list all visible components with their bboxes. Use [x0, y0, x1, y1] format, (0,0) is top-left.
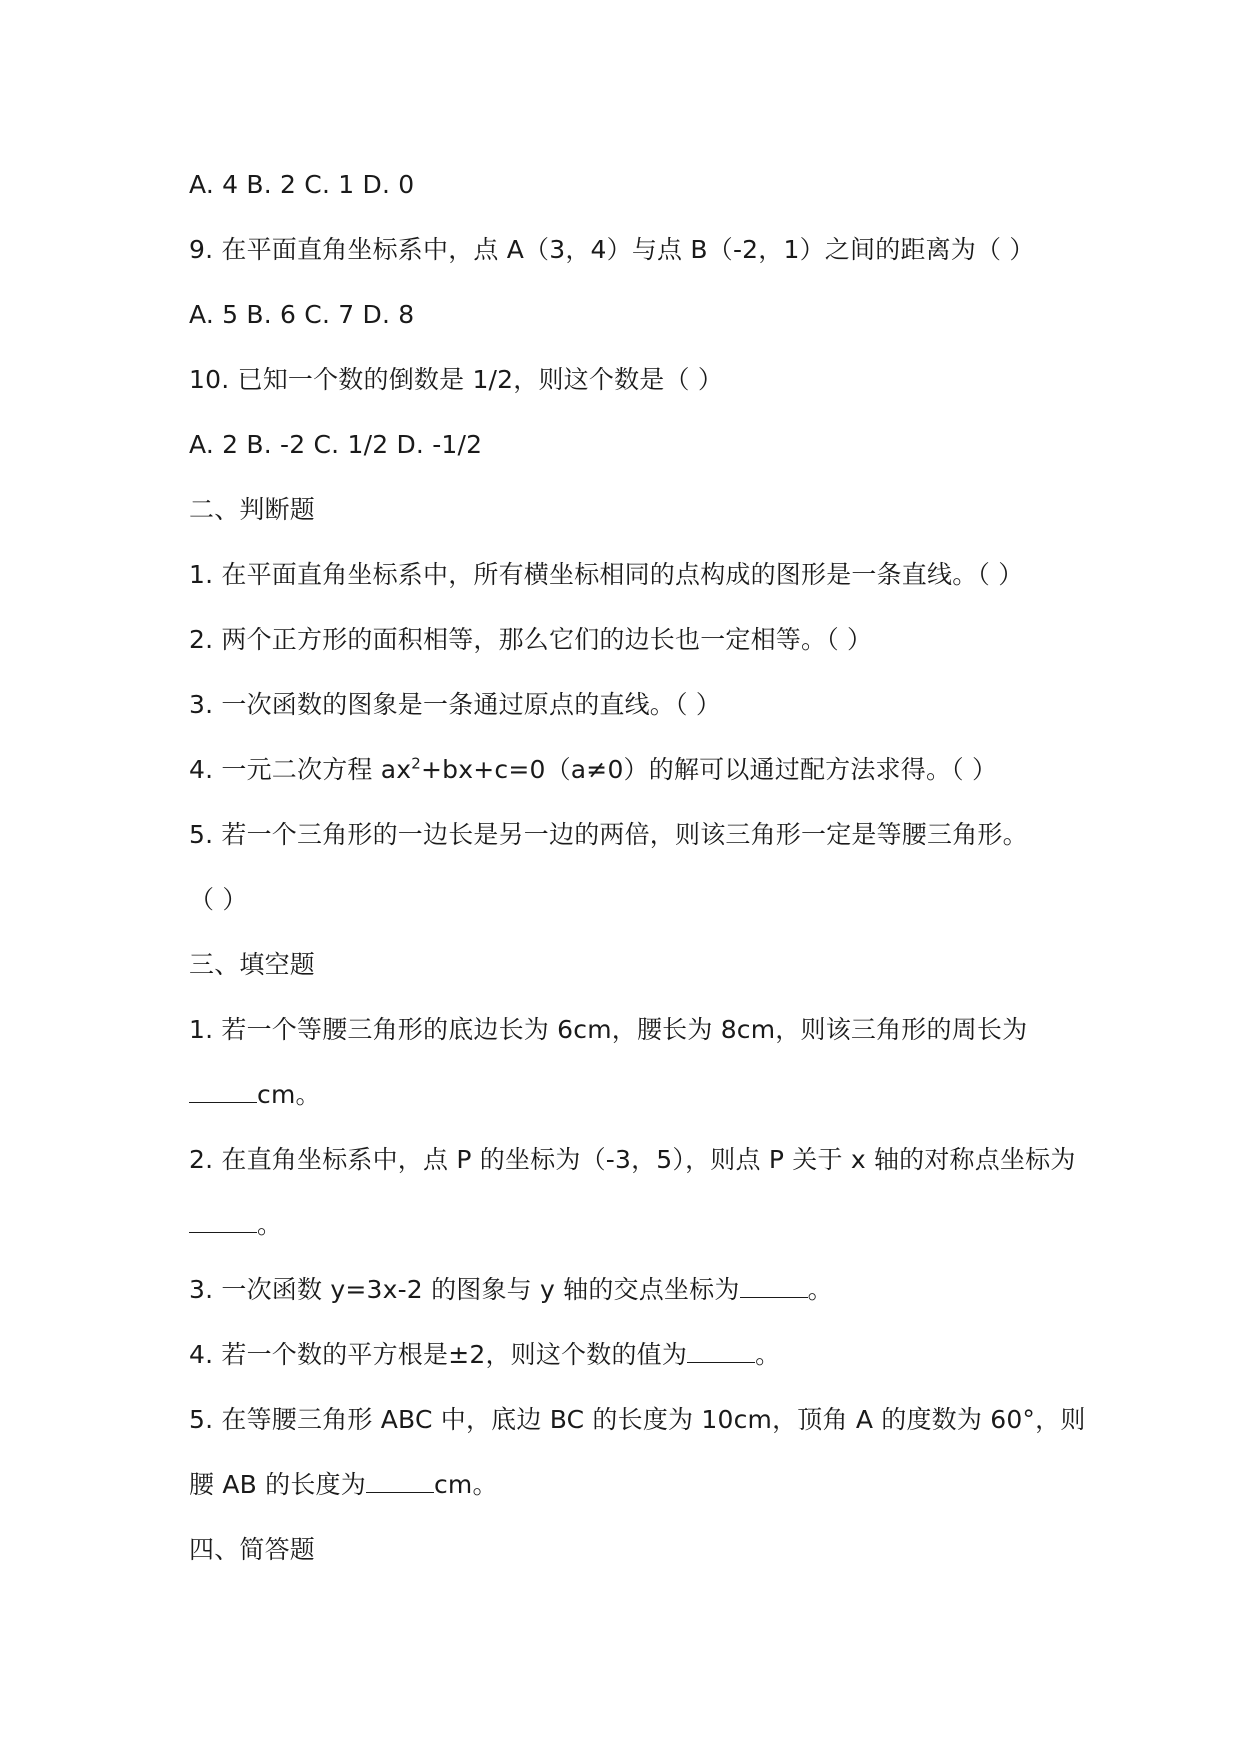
fill-question-3-text: 3. 一次函数 y=3x-2 的图象与 y 轴的交点坐标为 — [189, 1275, 740, 1304]
fill-question-1: 1. 若一个等腰三角形的底边长为 6cm，腰长为 8cm，则该三角形的周长为 — [189, 1015, 1028, 1044]
fill-question-4 — [189, 1338, 1089, 1372]
section-heading-short-answer: 四、简答题 — [189, 1535, 316, 1564]
fill-question-2-cont — [189, 1208, 1089, 1242]
fill-question-5: 5. 在等腰三角形 ABC 中，底边 BC 的长度为 10cm，顶角 A 的度数为 60°，则 — [189, 1405, 1086, 1434]
tf-question-1: 1. 在平面直角坐标系中，所有横坐标相同的点构成的图形是一条直线。（ ） — [189, 560, 1024, 589]
fill-question-5-cont — [189, 1468, 1089, 1502]
tf-question-4-part1: 4. 一元二次方程 ax — [189, 755, 412, 784]
fill-question-2: 2. 在直角坐标系中，点 P 的坐标为（-3，5），则点 P 关于 x 轴的对称点坐标为 — [189, 1145, 1076, 1174]
tf-question-3: 3. 一次函数的图象是一条通过原点的直线。（ ） — [189, 690, 722, 719]
q8-options: A. 4 B. 2 C. 1 D. 0 — [189, 170, 415, 199]
period-text: 。 — [755, 1340, 781, 1369]
tf-question-2: 2. 两个正方形的面积相等，那么它们的边长也一定相等。（ ） — [189, 625, 873, 654]
q10-options: A. 2 B. -2 C. 1/2 D. -1/2 — [189, 430, 483, 459]
fill-question-5-text: 腰 AB 的长度为 — [189, 1470, 366, 1499]
period-text: 。 — [807, 1275, 833, 1304]
fill-question-4-text: 4. 若一个数的平方根是±2，则这个数的值为 — [189, 1340, 688, 1369]
answer-blank — [189, 1080, 257, 1103]
answer-blank — [740, 1275, 808, 1298]
answer-blank — [189, 1210, 257, 1233]
tf-question-4 — [189, 753, 1089, 787]
q10-question: 10. 已知一个数的倒数是 1/2，则这个数是（ ） — [189, 365, 724, 394]
tf-question-4-part2: +bx+c=0（a≠0）的解可以通过配方法求得。（ ） — [421, 755, 998, 784]
tf-question-5-answer-paren: （ ） — [189, 885, 248, 914]
q9-question: 9. 在平面直角坐标系中，点 A（3，4）与点 B（-2，1）之间的距离为（ ） — [189, 235, 1035, 264]
superscript-two: 2 — [411, 754, 422, 773]
fill-question-1-cont — [189, 1078, 1089, 1112]
q9-options: A. 5 B. 6 C. 7 D. 8 — [189, 300, 415, 329]
answer-blank — [687, 1340, 755, 1363]
unit-text: cm。 — [433, 1470, 498, 1499]
period-text: 。 — [257, 1210, 283, 1239]
answer-blank — [366, 1470, 434, 1493]
section-heading-true-false: 二、判断题 — [189, 495, 316, 524]
unit-text: cm。 — [257, 1080, 321, 1109]
tf-question-5: 5. 若一个三角形的一边长是另一边的两倍，则该三角形一定是等腰三角形。 — [189, 820, 1028, 849]
section-heading-fill-blank: 三、填空题 — [189, 950, 316, 979]
fill-question-3 — [189, 1273, 1089, 1307]
